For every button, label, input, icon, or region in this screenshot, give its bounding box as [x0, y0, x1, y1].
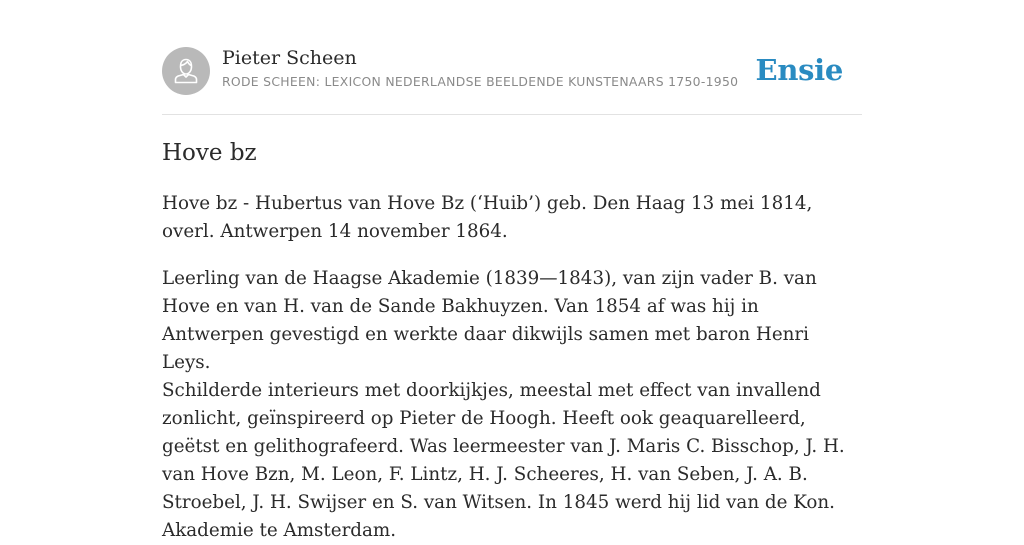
user-placeholder-icon	[162, 47, 210, 95]
article-paragraph-work: Schilderde interieurs met doorkijkjes, meestal met effect van invallend zonlicht, geïnspireerd op Pieter de Hoogh. Heeft ook geaquarelleerd, geëtst en gelithografeerd. Was leermeester van J. Maris C. Bisschop, J. H. van Hove Bzn, M. Leon, F. Lintz, H. J. Scheeres, H. van Seben, J. A. B. Stroebel, J. H. Swijser en S. van Witsen. In 1845 werd hij lid van de Kon. Akademie te Amsterdam.	[162, 380, 845, 541]
author-name[interactable]: Pieter Scheen	[222, 47, 357, 69]
author-header	[162, 46, 862, 115]
article-title: Hove bz	[162, 140, 257, 166]
brand-logo[interactable]: Ensie	[755, 53, 843, 87]
source-title[interactable]: RODE SCHEEN: LEXICON NEDERLANDSE BEELDENDE KUNSTENAARS 1750-1950	[222, 74, 739, 89]
article-page	[162, 0, 862, 541]
article-paragraph-intro: Hove bz - Hubertus van Hove Bz (‘Huib’) geb. Den Haag 13 mei 1814, overl. Antwerpen 14 november 1864.	[162, 193, 813, 242]
author-avatar[interactable]	[162, 47, 210, 95]
article-paragraph-training: Leerling van de Haagse Akademie (1839—1843), van zijn vader B. van Hove en van H. van de Sande Bakhuyzen. Van 1854 af was hij in Antwerpen gevestigd en werkte daar dikwijls samen met baron Henri Leys.	[162, 268, 817, 373]
